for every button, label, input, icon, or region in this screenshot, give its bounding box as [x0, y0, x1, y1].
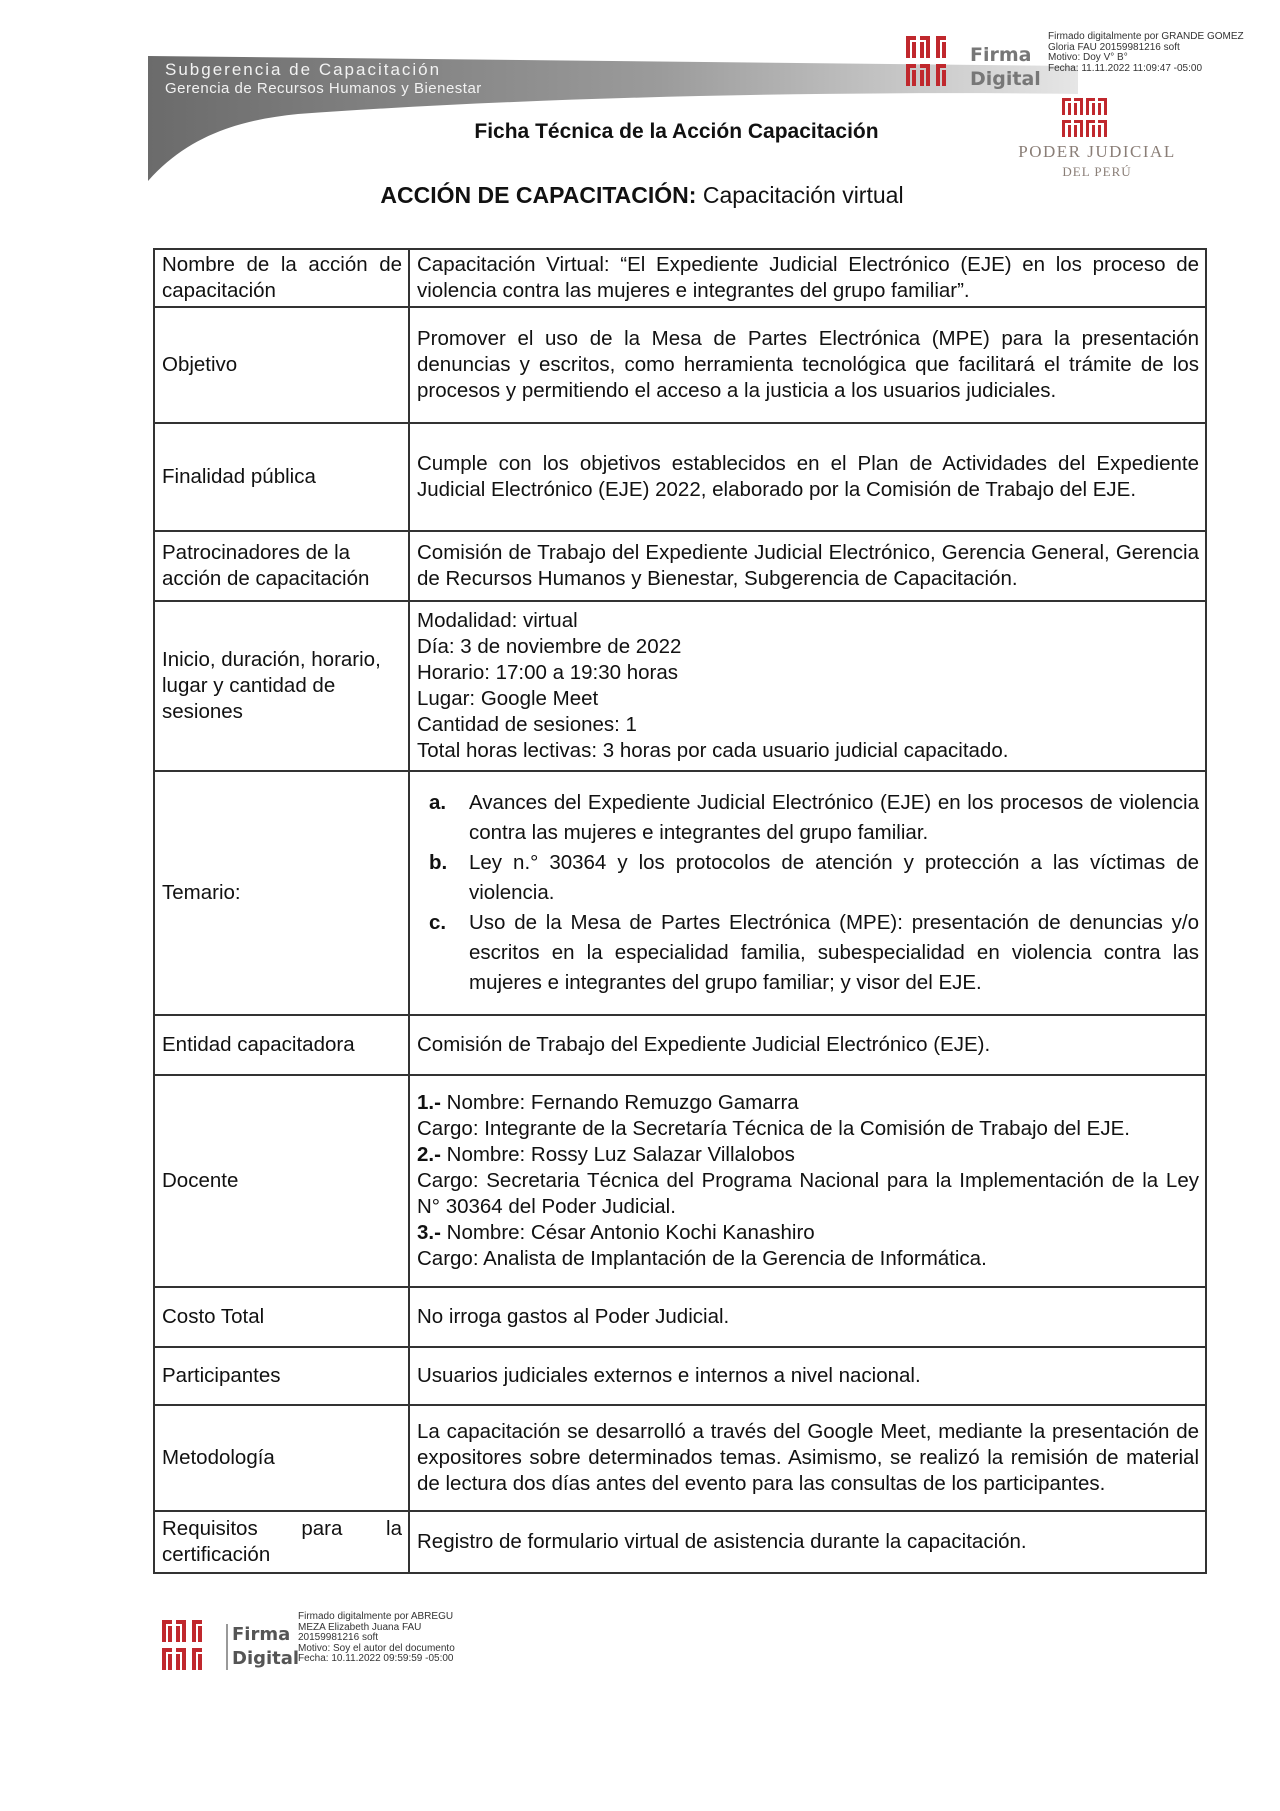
docente-1-cargo: Cargo: Integrante de la Secretaría Técnica de la Comisión de Trabajo del EJE. [417, 1117, 1130, 1140]
row-label: Costo Total [154, 1287, 409, 1347]
firma-word: Firma [970, 44, 1032, 66]
table-row [154, 1015, 1206, 1075]
row-label: Metodología [154, 1405, 409, 1511]
list-text: Uso de la Mesa de Partes Electrónica (MPE): presentación de denuncias y/o escritos en la especialidad familia, subespecialidad en violencia contra las mujeres e integrantes del grupo familiar; y visor del EJE. [469, 911, 1199, 994]
institution-country: DEL PERÚ [1062, 164, 1132, 179]
docente-number: 2.- [417, 1143, 441, 1166]
subtitle-rest: Capacitación virtual [696, 182, 904, 208]
table-row [154, 1287, 1206, 1347]
dia-line: Día: 3 de noviembre de 2022 [417, 635, 682, 658]
document-subtitle [0, 182, 1280, 209]
table-row [154, 601, 1206, 771]
table-row [154, 531, 1206, 601]
row-value: Usuarios judiciales externos e internos a nivel nacional. [409, 1347, 1206, 1405]
docente-name: Nombre: Rossy Luz Salazar Villalobos [440, 1143, 795, 1166]
docente-number: 3.- [417, 1221, 441, 1244]
row-label: Participantes [154, 1347, 409, 1405]
sesiones-line: Cantidad de sesiones: 1 [417, 713, 637, 736]
docente-3-cargo: Cargo: Analista de Implantación de la Gerencia de Informática. [417, 1247, 987, 1270]
list-text: Avances del Expediente Judicial Electrónico (EJE) en los procesos de violencia contra las mujeres e integrantes del grupo familiar. [469, 791, 1199, 844]
banner-subtitle: Gerencia de Recursos Humanos y Bienestar [165, 80, 482, 97]
signature-line: Firmado digitalmente por ABREGU [298, 1611, 454, 1622]
firma-word: Firma [232, 1624, 291, 1645]
row-value: Comisión de Trabajo del Expediente Judicial Electrónico (EJE). [409, 1015, 1206, 1075]
list-text: Ley n.° 30364 y los protocolos de atención y protección a las víctimas de violencia. [469, 851, 1199, 904]
banner-title: Subgerencia de Capacitación [165, 60, 442, 79]
list-item [417, 788, 1199, 848]
list-item [417, 908, 1199, 998]
table-row [154, 1511, 1206, 1573]
row-label: Temario: [154, 771, 409, 1015]
signature-line: MEZA Elizabeth Juana FAU [298, 1621, 422, 1633]
document-title: Ficha Técnica de la Acción Capacitación [474, 120, 879, 143]
row-label: Patrocinadores de la acción de capacitación [154, 531, 409, 601]
list-marker: a. [429, 791, 447, 814]
table-row [154, 771, 1206, 1015]
row-value: Capacitación Virtual: “El Expediente Judicial Electrónico (EJE) en los proceso de violencia contra las mujeres e integrantes del grupo familiar”. [409, 249, 1206, 307]
row-value [409, 1075, 1206, 1287]
institution-name: PODER JUDICIAL [1018, 142, 1176, 161]
table-row [154, 307, 1206, 423]
row-label: Requisitos para la certificación [154, 1511, 409, 1573]
docente-3-nombre [417, 1220, 1199, 1246]
table-row [154, 423, 1206, 531]
subtitle-bold: ACCIÓN DE CAPACITACIÓN: [380, 182, 697, 208]
row-label: Objetivo [154, 307, 409, 423]
temario-list [417, 788, 1199, 998]
row-label: Inicio, duración, horario, lugar y cantidad de sesiones [154, 601, 409, 771]
signature-line: 20159981216 soft [298, 1632, 379, 1643]
row-value: Cumple con los objetivos establecidos en el Plan de Actividades del Expediente Judicial Electrónico (EJE) 2022, elaborado por la Comisión de Trabajo del EJE. [409, 423, 1206, 531]
row-value [409, 771, 1206, 1015]
digital-word: Digital [232, 1648, 300, 1669]
docente-name: Nombre: Fernando Remuzgo Gamarra [440, 1091, 799, 1114]
list-marker: c. [429, 911, 447, 934]
docente-1-nombre [417, 1090, 1199, 1116]
table-row [154, 1405, 1206, 1511]
docente-2-cargo: Cargo: Secretaria Técnica del Programa Nacional para la Implementación de la Ley N° 30364 del Poder Judicial. [417, 1169, 1199, 1218]
list-marker: b. [429, 851, 448, 874]
horas-line: Total horas lectivas: 3 horas por cada usuario judicial capacitado. [417, 739, 1009, 762]
row-value: No irroga gastos al Poder Judicial. [409, 1287, 1206, 1347]
row-label: Nombre de la acción de capacitación [154, 249, 409, 307]
row-value [409, 601, 1206, 771]
docente-number: 1.- [417, 1091, 441, 1114]
firma-digital-logo-icon [906, 36, 962, 88]
table-row [154, 1347, 1206, 1405]
table-row [154, 1075, 1206, 1287]
signature-bottom-text [298, 1612, 498, 1665]
row-label: Finalidad pública [154, 423, 409, 531]
row-label: Docente [154, 1075, 409, 1287]
signature-line: Fecha: 10.11.2022 09:59:59 -05:00 [298, 1653, 454, 1664]
list-item [417, 848, 1199, 908]
signature-top-text: Firmado digitalmente por GRANDE GOMEZ Gloria FAU 20159981216 soft Motivo: Doy V° B° Fecha: 11.11.2022 11:09:47 -05:00 [1048, 31, 1244, 74]
docente-name: Nombre: César Antonio Kochi Kanashiro [440, 1221, 815, 1244]
row-label: Entidad capacitadora [154, 1015, 409, 1075]
table-row [154, 249, 1206, 307]
digital-word: Digital [970, 68, 1041, 90]
ficha-tecnica-table [153, 248, 1207, 1574]
row-value: La capacitación se desarrolló a través del Google Meet, mediante la presentación de expositores sobre determinados temas. Asimismo, se realizó la remisión de material de lectura dos días antes del evento para las consultas de los participantes. [409, 1405, 1206, 1511]
row-value: Promover el uso de la Mesa de Partes Electrónica (MPE) para la presentación denuncias y escritos, como herramienta tecnológica que facilitará el trámite de los procesos y permitiendo el acceso a la justicia a los usuarios judiciales. [409, 307, 1206, 423]
lugar-line: Lugar: Google Meet [417, 687, 599, 710]
signature-line: Motivo: Soy el autor del documento [298, 1642, 455, 1654]
row-value: Registro de formulario virtual de asistencia durante la capacitación. [409, 1511, 1206, 1573]
row-value: Comisión de Trabajo del Expediente Judicial Electrónico, Gerencia General, Gerencia de Recursos Humanos y Bienestar, Subgerencia de Capacitación. [409, 531, 1206, 601]
modalidad-line: Modalidad: virtual [417, 609, 578, 632]
firma-digital-logo-icon [162, 1620, 218, 1672]
docente-2-nombre [417, 1142, 1199, 1168]
divider [226, 1624, 228, 1670]
horario-line: Horario: 17:00 a 19:30 horas [417, 661, 678, 684]
